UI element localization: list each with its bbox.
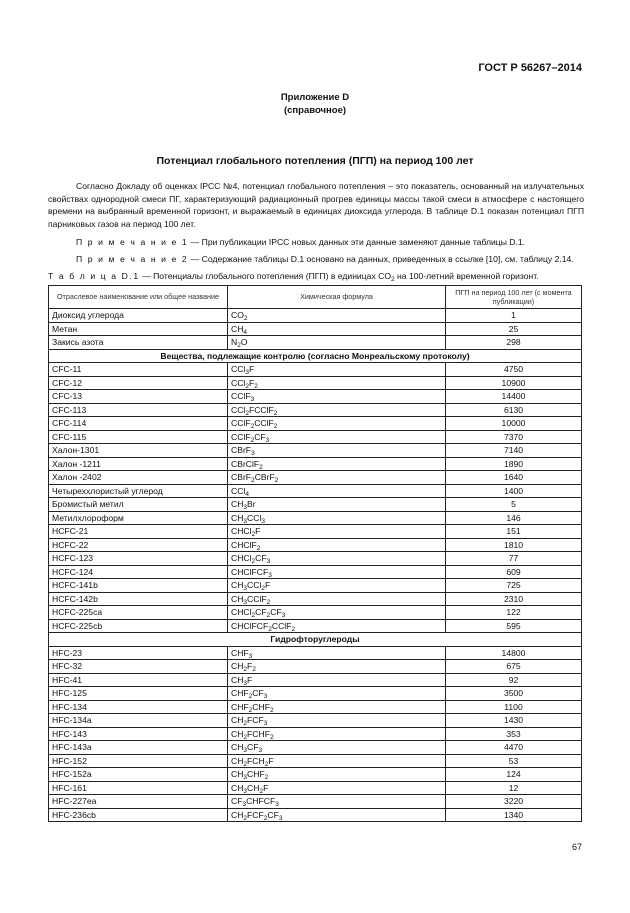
formula-subscript: 2 (274, 477, 279, 484)
formula-part: CCl (247, 580, 262, 590)
table-row (49, 552, 582, 566)
chemical-formula (228, 498, 446, 512)
appendix-title: Приложение D (280, 92, 350, 103)
chemical-formula (228, 579, 446, 593)
formula-subscript: 2 (263, 814, 268, 822)
table-row (49, 484, 582, 498)
substance-name: HCFC-123 (49, 552, 228, 566)
table-row (49, 795, 582, 809)
chemical-formula (228, 619, 446, 633)
table-row (49, 768, 582, 782)
gwp-value: 725 (446, 579, 582, 593)
gwp-value: 1890 (446, 457, 582, 471)
substance-name: HFC-134a (49, 714, 228, 728)
formula-part: CHCl (231, 607, 252, 617)
formula-part: F (248, 377, 255, 388)
table-row (49, 606, 582, 620)
gwp-value: 3500 (446, 687, 582, 701)
formula-part: O (240, 337, 248, 347)
formula-part: FCH (247, 755, 265, 766)
table-row (49, 673, 582, 687)
table-row (49, 417, 582, 431)
table-caption-text: — Потенциалы глобального потепления (ПГП) в единицах CO (139, 271, 392, 281)
formula-part: CHF (252, 701, 270, 712)
substance-name: HCFC-22 (49, 538, 228, 552)
formula-subscript: 3 (250, 396, 255, 403)
formula-part: CF (270, 607, 282, 617)
note-2-text: — Содержание таблицы D.1 основано на данных, приведенных в ссылке [10], см. таблицу 2.14. (188, 254, 574, 264)
page-number: 67 (571, 842, 582, 852)
formula-part: CHClFCF (231, 620, 269, 631)
chemical-formula (228, 768, 446, 782)
substance-name: Бромистый метил (49, 498, 228, 512)
formula-part: CHCl (231, 553, 252, 563)
chemical-formula (228, 484, 446, 498)
formula-part: CHCl (231, 526, 252, 536)
chemical-formula (228, 403, 446, 417)
chemical-formula (228, 309, 446, 323)
gwp-value: 6130 (446, 403, 582, 417)
substance-name: HFC-227ea (49, 795, 228, 809)
formula-subscript: 2 (248, 706, 253, 714)
formula-part: CF (252, 688, 264, 698)
intro-paragraph: Согласно Докладу об оценках IPCC №4, потенциал глобального потепления – это показатель, основанный на излучательных свойствах однородной смеси ПГ, характеризующий радиационный прогрев единицы массы такой смеси в атмосфере с настоящего времени на выбранный временной горизонт, и выражаемый в единицах диоксида углерода. В таблице D.1 показан потенциал ПГП парниковых газов на период 100 лет. (48, 181, 584, 229)
formula-part: CF (255, 553, 267, 563)
formula-subscript: 2 (243, 666, 248, 673)
formula-part: F (247, 674, 253, 685)
section-heading: Вещества, подлежащие контролю (согласно Монреальскому протоколу) (49, 349, 582, 363)
formula-subscript: 3 (243, 598, 248, 606)
gwp-value: 4470 (446, 741, 582, 755)
formula-subscript: 3 (243, 747, 248, 754)
table-row (49, 363, 582, 377)
chemical-formula (228, 687, 446, 701)
note-1 (76, 236, 584, 248)
substance-name: HCFC-225cb (49, 619, 228, 633)
formula-part: CClF (254, 418, 274, 428)
substance-name: Халон -2402 (49, 471, 228, 485)
formula-subscript: 3 (281, 612, 286, 619)
substance-name: HCFC-225ca (49, 606, 228, 620)
formula-part: CHClFCF (231, 566, 269, 577)
formula-subscript: 3 (243, 517, 248, 525)
formula-part: FCF (247, 809, 264, 820)
table-row (49, 579, 582, 593)
substance-name: HFC-125 (49, 687, 228, 701)
substance-name: Диоксид углерода (49, 309, 228, 323)
formula-part: CCl (247, 512, 262, 523)
gwp-value: 1400 (446, 484, 582, 498)
formula-subscript: 3 (245, 369, 249, 376)
gwp-value: 1100 (446, 700, 582, 714)
appendix-note: (справочное) (283, 105, 347, 116)
formula-subscript: 2 (273, 423, 278, 430)
formula-part: F (268, 755, 274, 766)
chemical-formula (228, 538, 446, 552)
formula-part: FCHF (247, 728, 270, 739)
formula-part: CH (231, 323, 244, 334)
gwp-value: 14800 (446, 646, 582, 660)
table-row (49, 781, 582, 795)
gwp-value: 7370 (446, 430, 582, 444)
formula-part: CCl (231, 377, 246, 388)
formula-subscript: 3 (268, 571, 272, 579)
formula-part: CH (231, 674, 244, 685)
chemical-formula (228, 552, 446, 566)
substance-name: HFC-236cb (49, 808, 228, 822)
header-formula: Химическая формула (228, 286, 446, 309)
formula-part: FCF (247, 715, 264, 725)
formula-part: CBrClF (231, 458, 260, 469)
formula-part: CH (231, 782, 244, 793)
gwp-value: 1 (446, 309, 582, 323)
formula-subscript: 2 (243, 814, 248, 822)
table-caption-sub: 2 (391, 276, 395, 283)
formula-subscript: 2 (256, 544, 261, 552)
substance-name: Метан (49, 322, 228, 336)
formula-subscript: 2 (259, 787, 264, 795)
chemical-formula (228, 336, 446, 350)
formula-part: CHF (231, 701, 249, 712)
formula-part: CClF (271, 620, 292, 631)
formula-part: CClF (231, 418, 251, 428)
chemical-formula (228, 808, 446, 822)
substance-name: CFC-13 (49, 390, 228, 404)
formula-subscript: 2 (259, 463, 263, 471)
gwp-value: 4750 (446, 363, 582, 377)
formula-subscript: 2 (248, 693, 253, 700)
gwp-value: 5 (446, 498, 582, 512)
formula-subscript: 2 (243, 733, 248, 741)
gwp-value: 12 (446, 781, 582, 795)
formula-subscript: 3 (242, 801, 247, 808)
section-heading: Гидрофторуглероды (49, 633, 582, 647)
substance-name: HCFC-142b (49, 592, 228, 606)
formula-subscript: 2 (266, 598, 271, 606)
chemical-formula (228, 417, 446, 431)
chemical-formula (228, 741, 446, 755)
chemical-formula (228, 714, 446, 728)
table-row (49, 322, 582, 336)
formula-subscript: 2 (269, 733, 274, 741)
chemical-formula (228, 444, 446, 458)
table-row (49, 498, 582, 512)
formula-subscript: 3 (243, 679, 248, 687)
chemical-formula (228, 390, 446, 404)
formula-subscript: 3 (258, 747, 263, 754)
formula-subscript: 3 (263, 720, 268, 727)
gwp-value: 675 (446, 660, 582, 674)
gwp-table (48, 285, 582, 822)
formula-subscript: 3 (266, 558, 271, 565)
table-section-row (49, 633, 582, 647)
formula-subscript: 3 (263, 693, 268, 700)
gwp-value: 92 (446, 673, 582, 687)
formula-subscript: 2 (243, 315, 248, 322)
formula-subscript: 2 (291, 625, 296, 633)
chemical-formula (228, 660, 446, 674)
formula-part: CBrF (231, 472, 252, 482)
substance-name: HFC-32 (49, 660, 228, 674)
chemical-formula (228, 322, 446, 336)
table-row (49, 619, 582, 633)
table-row (49, 741, 582, 755)
gwp-value: 1640 (446, 471, 582, 485)
formula-subscript: 3 (243, 585, 248, 592)
formula-part: CF (255, 607, 267, 617)
gwp-value: 122 (446, 606, 582, 620)
substance-name: Метилхлороформ (49, 511, 228, 525)
substance-name: CFC-11 (49, 363, 228, 377)
gwp-value: 2310 (446, 592, 582, 606)
formula-part: CHF (231, 647, 249, 658)
gwp-value: 77 (446, 552, 582, 566)
formula-part: CH (247, 782, 260, 793)
substance-name: Халон -1211 (49, 457, 228, 471)
formula-subscript: 2 (264, 760, 269, 768)
formula-subscript: 3 (265, 436, 270, 444)
header-gwp: ПГП на период 100 лет (с момента публикации) (446, 286, 582, 309)
table-row (49, 457, 582, 471)
table-row (49, 687, 582, 701)
formula-part: CHF (247, 769, 265, 779)
formula-subscript: 2 (237, 342, 241, 349)
note-1-label: П р и м е ч а н и е 1 (76, 237, 189, 247)
formula-part: F (263, 782, 269, 793)
formula-part: N (231, 337, 238, 347)
standard-number: ГОСТ Р 56267–2014 (478, 62, 582, 74)
formula-subscript: 2 (243, 760, 248, 768)
chemical-formula (228, 565, 446, 579)
chemical-formula (228, 471, 446, 485)
gwp-value: 146 (446, 511, 582, 525)
substance-name: HCFC-141b (49, 579, 228, 593)
chemical-formula (228, 363, 446, 377)
chemical-formula (228, 727, 446, 741)
formula-part: F (248, 364, 255, 374)
note-2 (76, 253, 584, 265)
formula-part: CH (231, 755, 244, 766)
chemical-formula (228, 781, 446, 795)
substance-name: CFC-114 (49, 417, 228, 431)
formula-subscript: 3 (243, 787, 248, 795)
substance-name: CFC-12 (49, 376, 228, 390)
formula-subscript: 4 (245, 490, 249, 498)
table-row (49, 565, 582, 579)
substance-name: HFC-152a (49, 768, 228, 782)
formula-subscript: 3 (248, 652, 253, 660)
substance-name: HFC-41 (49, 673, 228, 687)
table-row (49, 336, 582, 350)
formula-subscript: 2 (264, 774, 269, 781)
table-row (49, 754, 582, 768)
note-1-text: — При публикации IPCC новых данных эти данные заменяют данные таблицы D.1. (188, 237, 526, 247)
formula-part: CH (231, 580, 244, 590)
table-row (49, 808, 582, 822)
formula-part: CHF (231, 688, 249, 698)
formula-part: CCl (231, 485, 246, 496)
gwp-value: 3220 (446, 795, 582, 809)
table-section-row (49, 349, 582, 363)
formula-part: CF (267, 809, 279, 820)
gwp-value: 14400 (446, 390, 582, 404)
table-row (49, 525, 582, 539)
formula-subscript: 3 (251, 450, 255, 457)
formula-part: CH (231, 593, 244, 604)
formula-subscript: 2 (245, 409, 249, 417)
substance-name: HFC-143 (49, 727, 228, 741)
table-row (49, 309, 582, 323)
gwp-value: 1810 (446, 538, 582, 552)
formula-part: F (247, 661, 253, 671)
header-name: Отраслевое наименование или общее название (49, 286, 228, 309)
formula-subscript: 2 (261, 585, 265, 592)
formula-subscript: 2 (252, 666, 256, 673)
formula-subscript: 3 (243, 504, 248, 511)
chemical-formula (228, 673, 446, 687)
formula-subscript: 2 (254, 382, 258, 390)
section-title: Потенциал глобального потепления (ПГП) на период 100 лет (156, 155, 474, 167)
chemical-formula (228, 592, 446, 606)
substance-name: HCFC-21 (49, 525, 228, 539)
table-row (49, 714, 582, 728)
formula-part: CClF (231, 391, 251, 401)
formula-subscript: 2 (273, 409, 278, 417)
formula-part: CH (231, 715, 244, 725)
table-row (49, 511, 582, 525)
gwp-value: 151 (446, 525, 582, 539)
substance-name: HFC-143a (49, 741, 228, 755)
chemical-formula (228, 795, 446, 809)
substance-name: HFC-161 (49, 781, 228, 795)
chemical-formula (228, 430, 446, 444)
substance-name: HFC-134 (49, 700, 228, 714)
gwp-value: 53 (446, 754, 582, 768)
table-row (49, 376, 582, 390)
formula-subscript: 2 (268, 625, 272, 633)
substance-name: HCFC-124 (49, 565, 228, 579)
table-row (49, 646, 582, 660)
formula-part: CF (254, 431, 266, 442)
gwp-value: 353 (446, 727, 582, 741)
note-2-label: П р и м е ч а н и е 2 (76, 254, 189, 264)
gwp-value: 609 (446, 565, 582, 579)
table-row (49, 660, 582, 674)
table-header-row (49, 286, 582, 309)
table-row (49, 471, 582, 485)
formula-subscript: 2 (266, 612, 271, 619)
substance-name: Халон-1301 (49, 444, 228, 458)
formula-subscript: 2 (251, 558, 256, 565)
table-caption-tail: на 100-летний временной горизонт. (394, 271, 539, 281)
substance-name: HFC-23 (49, 646, 228, 660)
formula-part: CH (231, 661, 244, 671)
formula-part: CF (231, 796, 243, 806)
chemical-formula (228, 646, 446, 660)
substance-name: Четыреххлористый углерод (49, 484, 228, 498)
gwp-value: 124 (446, 768, 582, 782)
formula-subscript: 2 (251, 477, 255, 484)
chemical-formula (228, 525, 446, 539)
substance-name: CFC-115 (49, 430, 228, 444)
gwp-value: 7140 (446, 444, 582, 458)
gwp-value: 1430 (446, 714, 582, 728)
formula-subscript: 3 (243, 774, 248, 781)
formula-part: CH (231, 809, 244, 820)
formula-subscript: 2 (250, 423, 255, 430)
chemical-formula (228, 511, 446, 525)
formula-part: CClF (247, 593, 267, 604)
table-caption-label: Т а б л и ц а D.1 (48, 271, 140, 281)
gwp-value: 298 (446, 336, 582, 350)
formula-subscript: 2 (245, 382, 249, 390)
formula-subscript: 4 (243, 328, 248, 336)
formula-part: F (265, 580, 271, 590)
substance-name: CFC-113 (49, 403, 228, 417)
formula-subscript: 2 (243, 720, 248, 727)
formula-part: CBrF (231, 445, 252, 455)
gwp-value: 595 (446, 619, 582, 633)
table-row (49, 430, 582, 444)
formula-part: CH (231, 728, 244, 739)
formula-part: CHFCF (246, 796, 276, 806)
gwp-value: 1340 (446, 808, 582, 822)
gwp-value: 25 (446, 322, 582, 336)
chemical-formula (228, 754, 446, 768)
formula-part: CO (231, 310, 244, 320)
formula-part: CBrF (254, 472, 275, 482)
table-row (49, 538, 582, 552)
formula-subscript: 2 (251, 612, 256, 619)
formula-subscript: 3 (278, 814, 283, 822)
formula-part: CF (247, 742, 259, 752)
chemical-formula (228, 457, 446, 471)
substance-name: Закись азота (49, 336, 228, 350)
substance-name: HFC-152 (49, 754, 228, 768)
chemical-formula (228, 376, 446, 390)
formula-part: FCClF (248, 404, 274, 415)
formula-subscript: 3 (261, 517, 265, 525)
formula-part: CH (231, 512, 244, 523)
formula-part: CCl (231, 404, 246, 415)
formula-subscript: 2 (269, 706, 274, 714)
formula-part: CH (231, 769, 244, 779)
formula-part: CH (231, 742, 244, 752)
formula-part: Br (247, 499, 256, 509)
formula-part: CClF (231, 431, 251, 442)
table-row (49, 727, 582, 741)
table-row (49, 390, 582, 404)
table-caption (48, 271, 588, 281)
table-row (49, 700, 582, 714)
formula-part: CHClF (231, 539, 257, 550)
formula-subscript: 2 (250, 436, 255, 444)
gwp-value: 10000 (446, 417, 582, 431)
table-row (49, 403, 582, 417)
formula-subscript: 3 (275, 801, 279, 808)
formula-part: CH (231, 499, 244, 509)
formula-subscript: 2 (251, 531, 256, 538)
table-row (49, 444, 582, 458)
chemical-formula (228, 606, 446, 620)
formula-part: CCl (231, 364, 246, 374)
gwp-value: 10900 (446, 376, 582, 390)
formula-part: F (255, 526, 261, 536)
chemical-formula (228, 700, 446, 714)
table-row (49, 592, 582, 606)
